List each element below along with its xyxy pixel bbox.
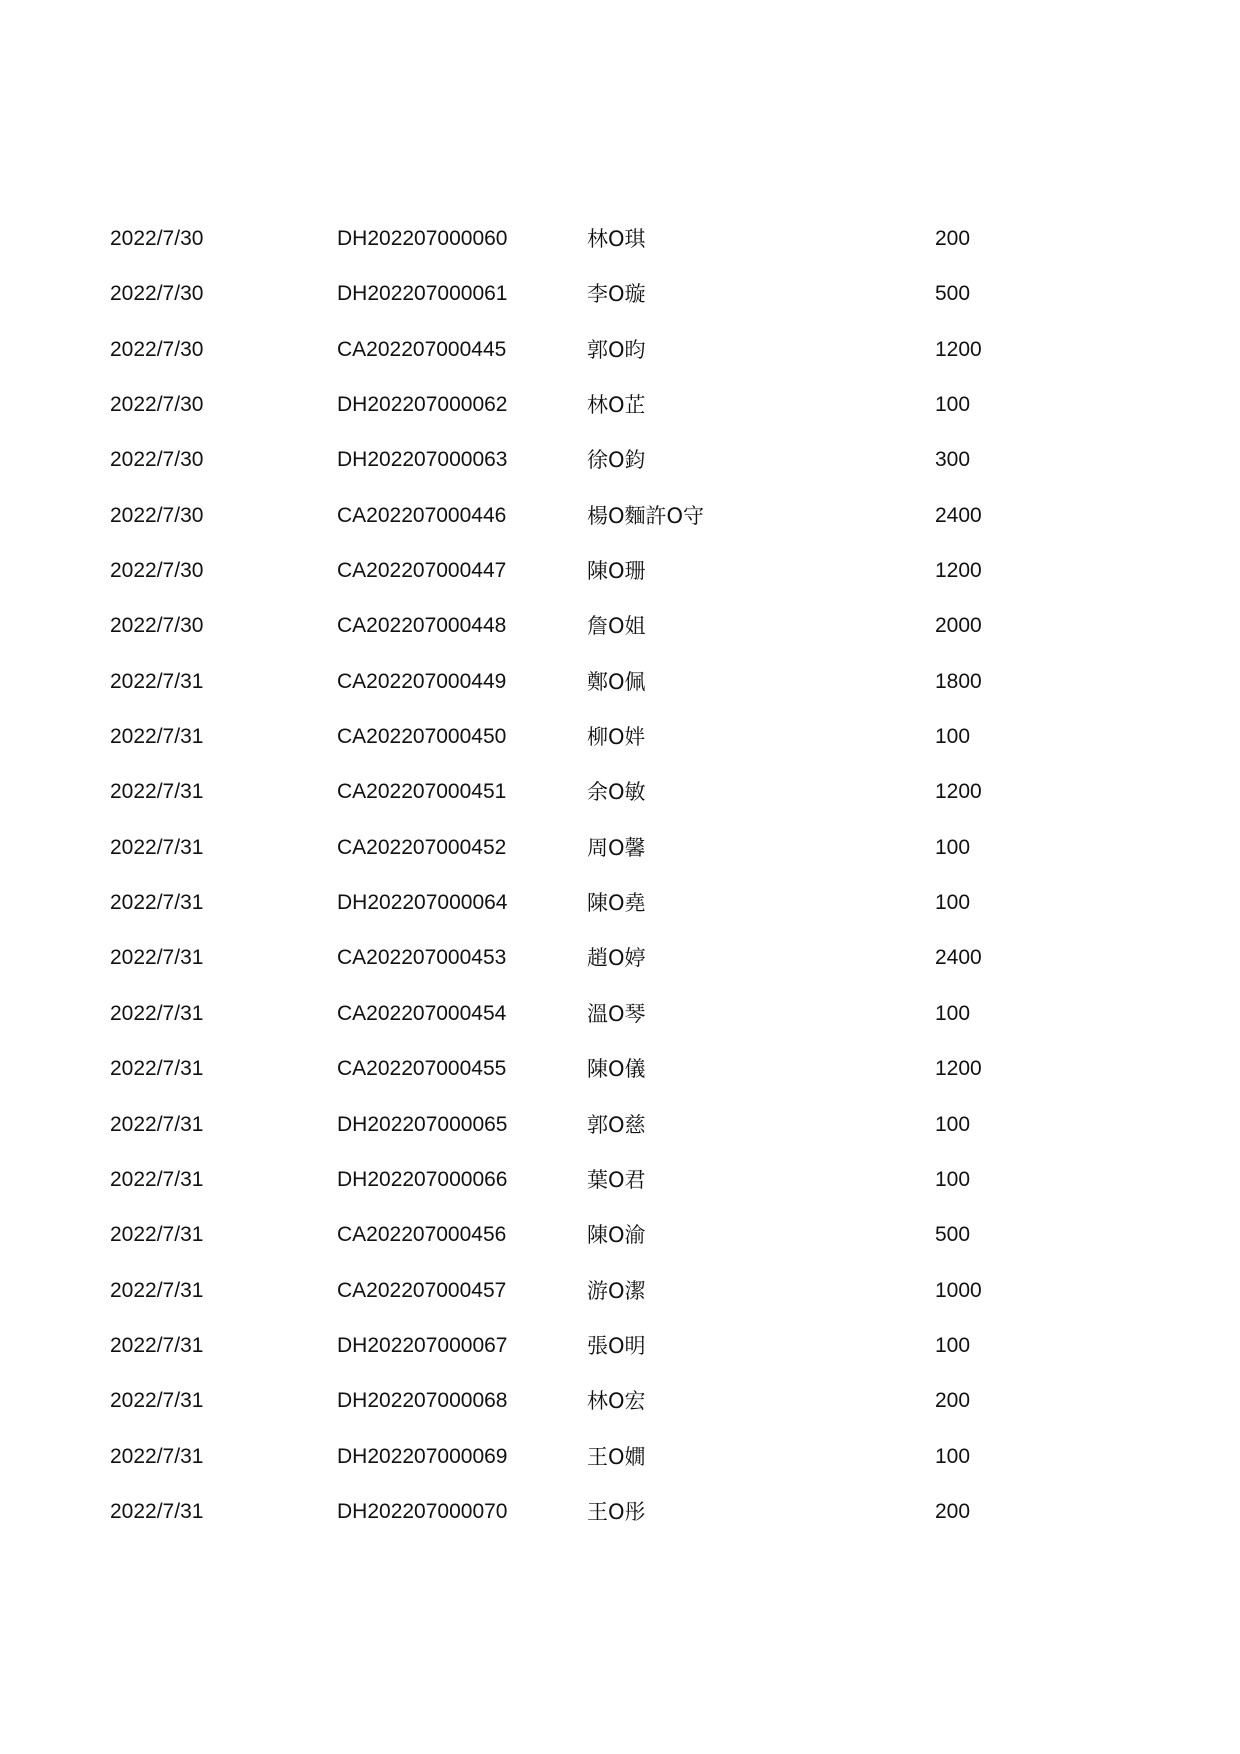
table-row <box>110 1318 1090 1373</box>
table-row <box>110 1041 1090 1096</box>
amount-cell: 200 <box>935 227 971 250</box>
name-cell: 徐O鈞 <box>587 448 646 473</box>
date-cell: 2022/7/31 <box>110 1333 204 1357</box>
records-table <box>110 211 1090 1539</box>
amount-cell: 200 <box>935 1389 971 1413</box>
name-cell: 張O明 <box>587 1333 646 1358</box>
table-row <box>110 432 1090 487</box>
amount-cell: 1200 <box>935 780 982 804</box>
amount-cell: 100 <box>935 835 971 859</box>
transaction-id-cell: CA202207000457 <box>337 1278 507 1302</box>
transaction-id-cell: CA202207000455 <box>337 1057 507 1081</box>
transaction-id-cell: CA202207000456 <box>337 1223 507 1247</box>
name-cell: 柳O姅 <box>587 725 646 750</box>
date-cell: 2022/7/30 <box>110 282 204 306</box>
transaction-id-cell: DH202207000067 <box>337 1333 508 1357</box>
transaction-id-cell: DH202207000066 <box>337 1167 508 1191</box>
table-row <box>110 488 1090 543</box>
transaction-id-cell: CA202207000453 <box>337 946 507 970</box>
date-cell: 2022/7/30 <box>110 393 204 417</box>
table-row <box>110 266 1090 321</box>
name-cell: 林O琪 <box>587 227 646 251</box>
date-cell: 2022/7/31 <box>110 1278 204 1302</box>
date-cell: 2022/7/31 <box>110 946 204 970</box>
date-cell: 2022/7/31 <box>110 891 204 915</box>
name-cell: 陳O渝 <box>587 1223 646 1248</box>
amount-cell: 100 <box>935 1112 971 1136</box>
table-row <box>110 875 1090 930</box>
name-cell: 鄭O佩 <box>587 669 646 694</box>
name-cell: 趙O婷 <box>587 946 646 971</box>
transaction-id-cell: DH202207000065 <box>337 1112 508 1136</box>
amount-cell: 500 <box>935 282 971 306</box>
amount-cell: 100 <box>935 891 971 915</box>
table-row <box>110 1263 1090 1318</box>
transaction-id-cell: DH202207000069 <box>337 1444 508 1468</box>
amount-cell: 200 <box>935 1499 971 1523</box>
amount-cell: 100 <box>935 1333 971 1357</box>
amount-cell: 100 <box>935 725 971 749</box>
date-cell: 2022/7/31 <box>110 1223 204 1247</box>
amount-cell: 2400 <box>935 503 982 527</box>
transaction-id-cell: CA202207000445 <box>337 337 507 361</box>
amount-cell: 100 <box>935 393 971 417</box>
date-cell: 2022/7/31 <box>110 780 204 804</box>
date-cell: 2022/7/31 <box>110 725 204 749</box>
date-cell: 2022/7/31 <box>110 835 204 859</box>
table-row <box>110 322 1090 377</box>
name-cell: 游O潔 <box>587 1278 646 1303</box>
date-cell: 2022/7/31 <box>110 1001 204 1025</box>
amount-cell: 100 <box>935 1444 971 1468</box>
date-cell: 2022/7/31 <box>110 669 204 693</box>
transaction-id-cell: CA202207000450 <box>337 725 507 749</box>
name-cell: 王O彤 <box>587 1499 646 1524</box>
name-cell: 楊O麵許O守 <box>587 503 705 528</box>
name-cell: 李O璇 <box>587 282 646 307</box>
transaction-id-cell: DH202207000063 <box>337 448 508 472</box>
date-cell: 2022/7/30 <box>110 614 204 638</box>
date-cell: 2022/7/31 <box>110 1057 204 1081</box>
table-row <box>110 377 1090 432</box>
amount-cell: 2000 <box>935 614 982 638</box>
table-row <box>110 543 1090 598</box>
date-cell: 2022/7/31 <box>110 1389 204 1413</box>
amount-cell: 1000 <box>935 1278 982 1302</box>
amount-cell: 300 <box>935 448 971 472</box>
name-cell: 詹O姐 <box>587 614 646 639</box>
amount-cell: 500 <box>935 1223 971 1247</box>
date-cell: 2022/7/30 <box>110 337 204 361</box>
transaction-id-cell: CA202207000447 <box>337 559 507 583</box>
table-row <box>110 1207 1090 1262</box>
table-row <box>110 1429 1090 1484</box>
table-row <box>110 820 1090 875</box>
transaction-id-cell: DH202207000060 <box>337 227 508 250</box>
table-row <box>110 1373 1090 1428</box>
date-cell: 2022/7/30 <box>110 227 204 250</box>
date-cell: 2022/7/30 <box>110 559 204 583</box>
transaction-id-cell: DH202207000064 <box>337 891 508 915</box>
transaction-id-cell: DH202207000062 <box>337 393 508 417</box>
date-cell: 2022/7/31 <box>110 1167 204 1191</box>
table-row <box>110 930 1090 985</box>
name-cell: 林O宏 <box>587 1389 646 1414</box>
name-cell: 溫O琴 <box>587 1001 646 1026</box>
name-cell: 王O嫺 <box>587 1444 646 1469</box>
table-row <box>110 654 1090 709</box>
date-cell: 2022/7/30 <box>110 503 204 527</box>
name-cell: 周O馨 <box>587 835 646 860</box>
table-row <box>110 598 1090 653</box>
name-cell: 余O敏 <box>587 780 646 805</box>
table-row <box>110 1097 1090 1152</box>
name-cell: 陳O儀 <box>587 1057 646 1082</box>
table-row <box>110 1152 1090 1207</box>
date-cell: 2022/7/31 <box>110 1112 204 1136</box>
transaction-id-cell: DH202207000061 <box>337 282 508 306</box>
name-cell: 陳O珊 <box>587 559 646 584</box>
table-row <box>110 709 1090 764</box>
date-cell: 2022/7/31 <box>110 1499 204 1523</box>
table-row <box>110 986 1090 1041</box>
transaction-id-cell: CA202207000446 <box>337 503 507 527</box>
amount-cell: 1200 <box>935 559 982 583</box>
amount-cell: 1800 <box>935 669 982 693</box>
transaction-id-cell: CA202207000454 <box>337 1001 507 1025</box>
amount-cell: 2400 <box>935 946 982 970</box>
name-cell: 林O芷 <box>587 393 646 418</box>
table-row <box>110 1484 1090 1539</box>
table-row <box>110 211 1090 266</box>
date-cell: 2022/7/30 <box>110 448 204 472</box>
amount-cell: 1200 <box>935 1057 982 1081</box>
transaction-id-cell: DH202207000070 <box>337 1499 508 1523</box>
name-cell: 郭O昀 <box>587 337 646 362</box>
date-cell: 2022/7/31 <box>110 1444 204 1468</box>
amount-cell: 1200 <box>935 337 982 361</box>
transaction-id-cell: CA202207000452 <box>337 835 507 859</box>
name-cell: 郭O慈 <box>587 1112 646 1137</box>
table-row <box>110 764 1090 819</box>
name-cell: 陳O堯 <box>587 891 646 916</box>
transaction-id-cell: CA202207000449 <box>337 669 507 693</box>
amount-cell: 100 <box>935 1167 971 1191</box>
transaction-id-cell: DH202207000068 <box>337 1389 508 1413</box>
name-cell: 葉O君 <box>587 1167 646 1192</box>
transaction-id-cell: CA202207000448 <box>337 614 507 638</box>
transaction-id-cell: CA202207000451 <box>337 780 507 804</box>
amount-cell: 100 <box>935 1001 971 1025</box>
